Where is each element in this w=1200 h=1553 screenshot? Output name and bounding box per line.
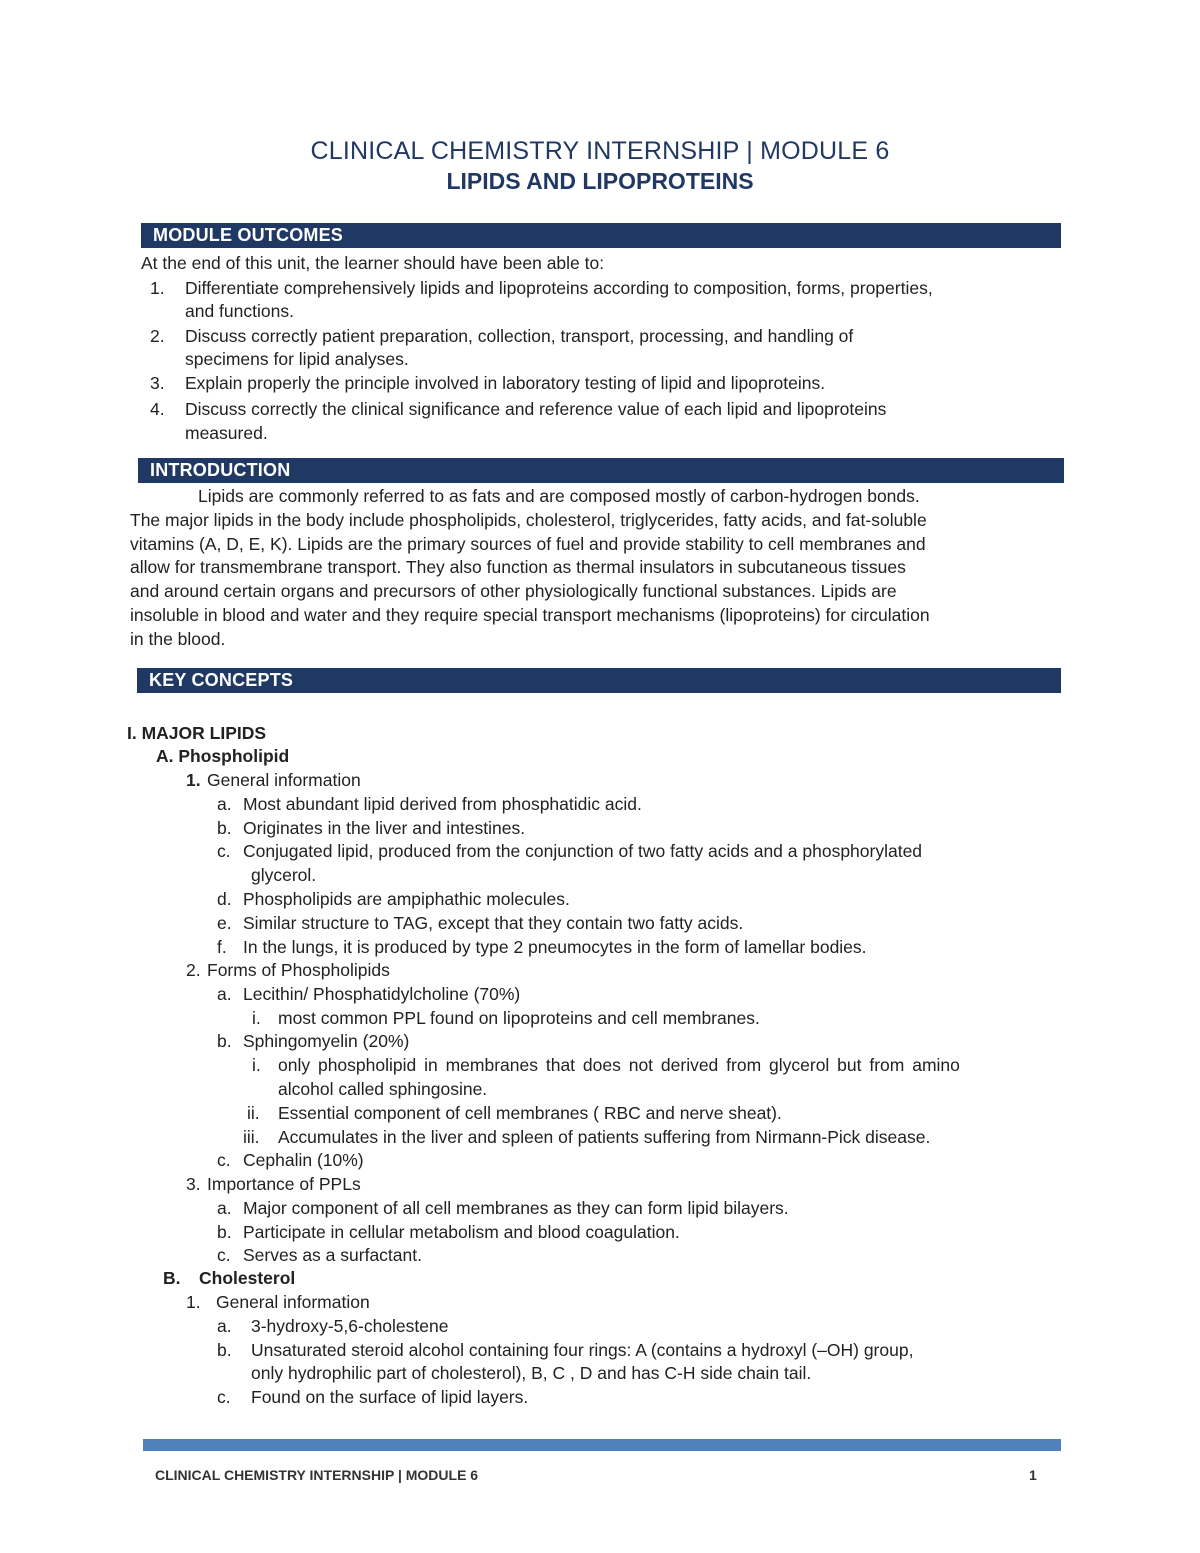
intro-paragraph-line: vitamins (A, D, E, K). Lipids are the primary sources of fuel and provide stability to cell membranes and: [130, 534, 926, 554]
list-number: 3.: [186, 1174, 201, 1194]
list-item: Major component of all cell membranes as they can form lipid bilayers.: [243, 1198, 789, 1218]
document-title: CLINICAL CHEMISTRY INTERNSHIP | MODULE 6: [310, 137, 890, 165]
footer-rule: [143, 1439, 1061, 1451]
list-marker: c.: [217, 1150, 231, 1170]
list-heading: General information: [216, 1292, 370, 1312]
list-marker: i.: [252, 1008, 261, 1028]
list-item: Essential component of cell membranes ( RBC and nerve sheat).: [278, 1103, 782, 1123]
introduction-heading: INTRODUCTION: [138, 458, 1064, 483]
intro-paragraph-line: and around certain organs and precursors of other physiologically functional substances. Lipids are: [130, 581, 897, 601]
list-marker: b.: [217, 1031, 232, 1051]
list-marker: a.: [217, 1316, 232, 1336]
list-item: only phospholipid in membranes that does not derived from glycerol but from amino: [278, 1055, 960, 1075]
list-marker: e.: [217, 913, 232, 933]
list-item: Originates in the liver and intestines.: [243, 818, 526, 838]
list-marker: iii.: [243, 1127, 260, 1147]
outcome-text: Discuss correctly the clinical significance and reference value of each lipid and lipoproteins: [185, 399, 887, 419]
outcome-number: 4.: [150, 399, 165, 419]
outcome-text: and functions.: [185, 301, 294, 321]
intro-paragraph-line: Lipids are commonly referred to as fats and are composed mostly of carbon-hydrogen bonds.: [198, 486, 920, 506]
list-item: Accumulates in the liver and spleen of patients suffering from Nirmann-Pick disease.: [278, 1127, 931, 1147]
list-item: In the lungs, it is produced by type 2 pneumocytes in the form of lamellar bodies.: [243, 937, 867, 957]
list-item: Conjugated lipid, produced from the conjunction of two fatty acids and a phosphorylated: [243, 841, 923, 861]
list-item: glycerol.: [251, 865, 317, 885]
list-heading: Importance of PPLs: [207, 1174, 361, 1194]
list-item: Unsaturated steroid alcohol containing four rings: A (contains a hydroxyl (–OH) group,: [251, 1340, 914, 1360]
outcome-text: Discuss correctly patient preparation, collection, transport, processing, and handling of: [185, 326, 854, 346]
section-major-lipids: I. MAJOR LIPIDS: [127, 723, 267, 743]
subsection-cholesterol: Cholesterol: [199, 1268, 296, 1288]
list-number: 1.: [186, 770, 201, 790]
outcomes-intro: At the end of this unit, the learner should have been able to:: [141, 253, 605, 273]
list-item: Participate in cellular metabolism and blood coagulation.: [243, 1222, 680, 1242]
list-item: Lecithin/ Phosphatidylcholine (70%): [243, 984, 521, 1004]
list-item: Phospholipids are ampiphathic molecules.: [243, 889, 570, 909]
list-item: alcohol called sphingosine.: [278, 1079, 488, 1099]
intro-paragraph-line: in the blood.: [130, 629, 226, 649]
outcome-number: 1.: [150, 278, 165, 298]
list-marker: b.: [217, 1340, 232, 1360]
module-outcomes-heading: MODULE OUTCOMES: [141, 223, 1061, 248]
list-item: most common PPL found on lipoproteins and cell membranes.: [278, 1008, 760, 1028]
list-item: 3-hydroxy-5,6-cholestene: [251, 1316, 449, 1336]
list-marker: a.: [217, 794, 232, 814]
list-heading: Forms of Phospholipids: [207, 960, 390, 980]
intro-paragraph-line: allow for transmembrane transport. They also function as thermal insulators in subcutaneous tissues: [130, 557, 906, 577]
outcome-text: Explain properly the principle involved in laboratory testing of lipid and lipoproteins.: [185, 373, 826, 393]
footer-title: CLINICAL CHEMISTRY INTERNSHIP | MODULE 6: [155, 1467, 479, 1483]
intro-paragraph-line: The major lipids in the body include phospholipids, cholesterol, triglycerides, fatty acids, and fat-soluble: [130, 510, 927, 530]
subsection-marker: B.: [163, 1268, 181, 1288]
outcome-text: measured.: [185, 423, 268, 443]
outcome-text: specimens for lipid analyses.: [185, 349, 409, 369]
outcome-text: Differentiate comprehensively lipids and lipoproteins according to composition, forms, properties,: [185, 278, 933, 298]
list-marker: c.: [217, 841, 231, 861]
list-number: 1.: [186, 1292, 201, 1312]
subsection-phospholipid: A. Phospholipid: [156, 746, 290, 766]
list-marker: b.: [217, 818, 232, 838]
list-marker: ii.: [247, 1103, 260, 1123]
outcome-number: 2.: [150, 326, 165, 346]
list-marker: a.: [217, 1198, 232, 1218]
list-item: Sphingomyelin (20%): [243, 1031, 410, 1051]
list-marker: b.: [217, 1222, 232, 1242]
key-concepts-heading: KEY CONCEPTS: [137, 668, 1061, 693]
list-item: Most abundant lipid derived from phosphatidic acid.: [243, 794, 642, 814]
list-marker: c.: [217, 1245, 231, 1265]
page-number: 1: [1029, 1467, 1037, 1483]
list-marker: c.: [217, 1387, 231, 1407]
document-subtitle: LIPIDS AND LIPOPROTEINS: [446, 168, 754, 194]
list-item: Found on the surface of lipid layers.: [251, 1387, 529, 1407]
list-item: Serves as a surfactant.: [243, 1245, 422, 1265]
intro-paragraph-line: insoluble in blood and water and they require special transport mechanisms (lipoproteins) for circulation: [130, 605, 930, 625]
list-marker: f.: [217, 937, 227, 957]
list-item: Similar structure to TAG, except that they contain two fatty acids.: [243, 913, 744, 933]
outcome-number: 3.: [150, 373, 165, 393]
list-marker: a.: [217, 984, 232, 1004]
list-item: only hydrophilic part of cholesterol), B, C , D and has C-H side chain tail.: [251, 1363, 812, 1383]
list-item: Cephalin (10%): [243, 1150, 364, 1170]
list-heading: General information: [207, 770, 361, 790]
list-marker: d.: [217, 889, 232, 909]
list-number: 2.: [186, 960, 201, 980]
list-marker: i.: [252, 1055, 261, 1075]
